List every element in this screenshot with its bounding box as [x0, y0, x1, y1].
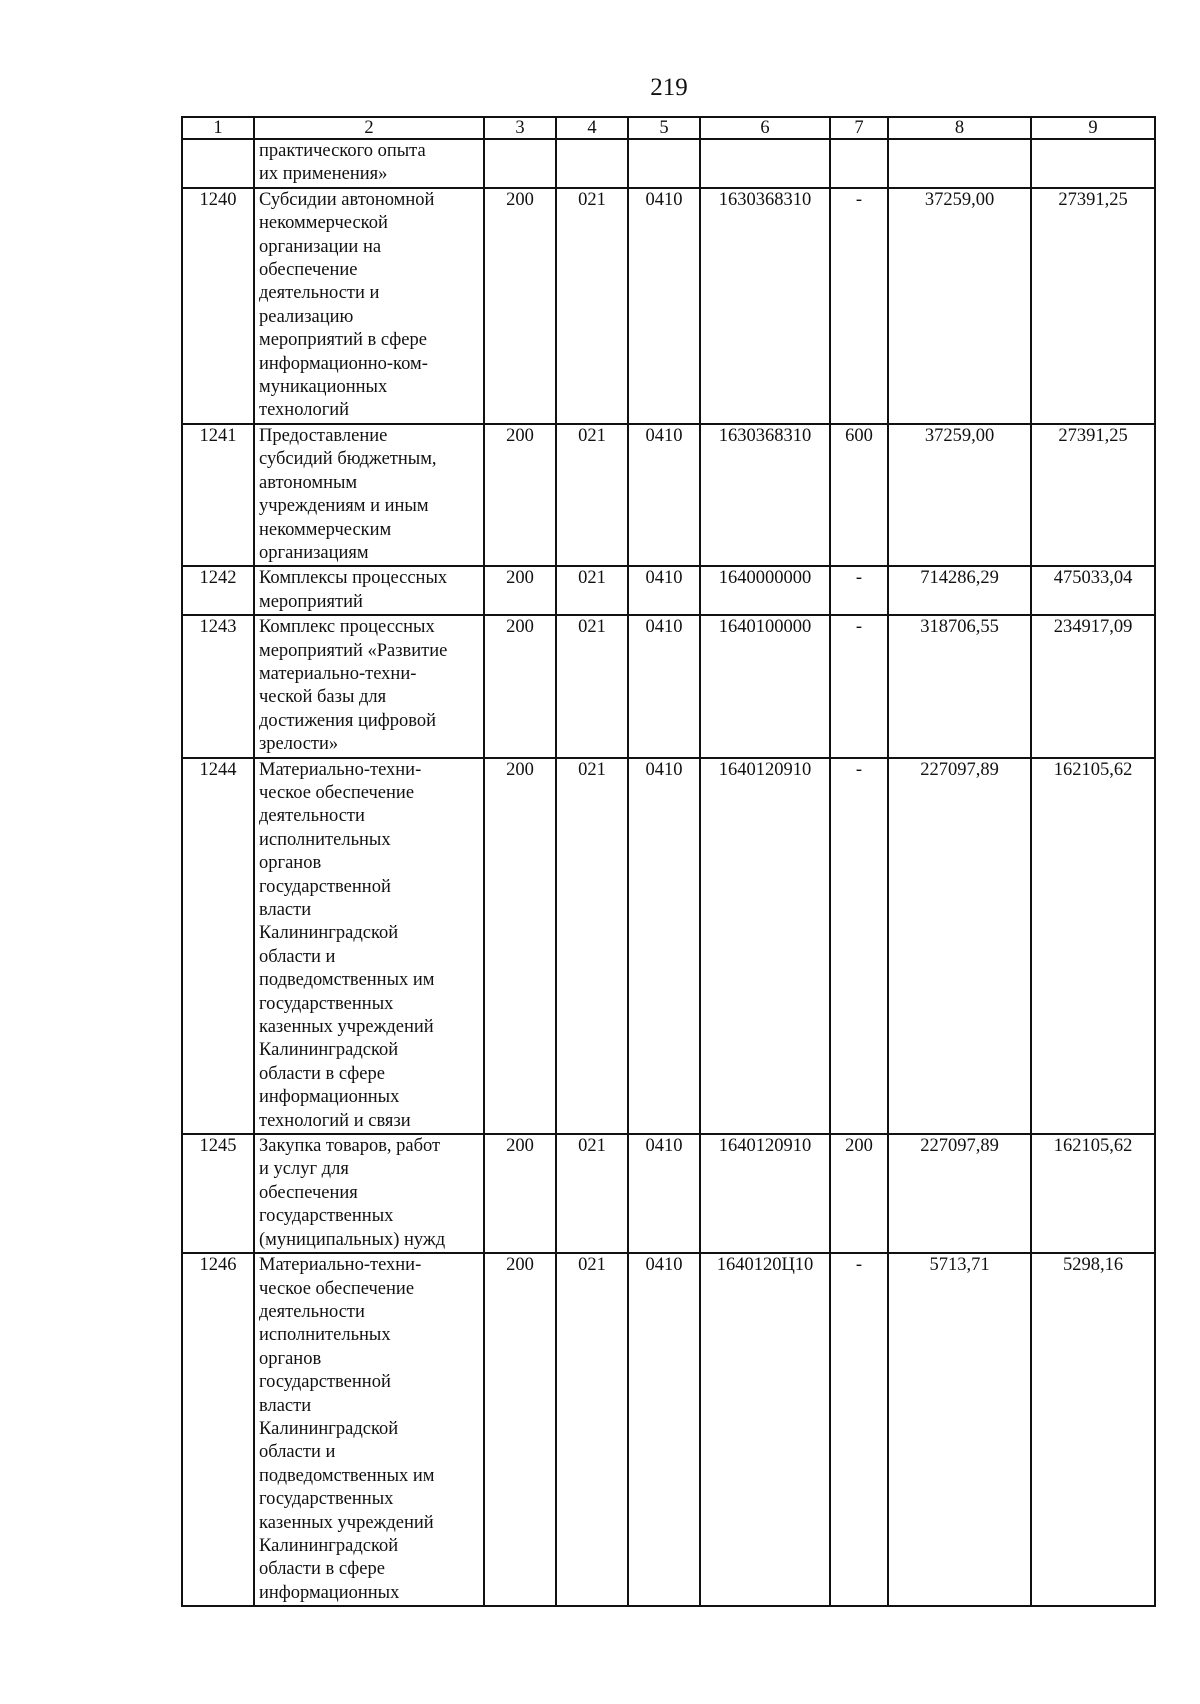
column-7-cell: -: [830, 758, 888, 1135]
budget-table: [181, 116, 1156, 1607]
column-number-4: 4: [556, 117, 628, 139]
column-8-amount-cell: 227097,89: [888, 758, 1031, 1135]
column-number-6: 6: [700, 117, 830, 139]
table-row: [182, 758, 1155, 1135]
column-5-cell: 0410: [628, 566, 700, 615]
column-9-amount-cell: 162105,62: [1031, 758, 1155, 1135]
column-5-cell: 0410: [628, 424, 700, 566]
column-9-amount-cell: 5298,16: [1031, 1253, 1155, 1606]
column-8-amount-cell: 5713,71: [888, 1253, 1031, 1606]
row-number-cell: [182, 139, 254, 188]
column-3-cell: 200: [484, 188, 556, 424]
column-9-amount-cell: 162105,62: [1031, 1134, 1155, 1253]
column-4-cell: 021: [556, 424, 628, 566]
description-cell: практического опыта их применения»: [254, 139, 484, 188]
column-3-cell: 200: [484, 566, 556, 615]
description-cell: Закупка товаров, работ и услуг для обеспечения государственных (муниципальных) нужд: [254, 1134, 484, 1253]
row-number-cell: 1244: [182, 758, 254, 1135]
column-7-cell: 200: [830, 1134, 888, 1253]
column-5-cell: 0410: [628, 758, 700, 1135]
description-cell: Материально-техни- ческое обеспечение деятельности исполнительных органов государственной власти Калининградской области и подведомственных им государственных казенных учреждений Калининградской области в сфере информационных: [254, 1253, 484, 1606]
column-6-cell: 1630368310: [700, 188, 830, 424]
table-body: [182, 117, 1155, 1606]
column-4-cell: 021: [556, 615, 628, 757]
column-number-1: 1: [182, 117, 254, 139]
row-number-cell: 1242: [182, 566, 254, 615]
column-3-cell: 200: [484, 1134, 556, 1253]
description-cell: Субсидии автономной некоммерческой организации на обеспечение деятельности и реализацию мероприятий в сфере информационно-ком- муникационных технологий: [254, 188, 484, 424]
column-number-2: 2: [254, 117, 484, 139]
table-row: [182, 188, 1155, 424]
row-number-cell: 1246: [182, 1253, 254, 1606]
column-5-cell: [628, 139, 700, 188]
column-6-cell: 1640100000: [700, 615, 830, 757]
column-4-cell: 021: [556, 566, 628, 615]
column-number-row: [182, 117, 1155, 139]
column-9-amount-cell: 475033,04: [1031, 566, 1155, 615]
table-row: [182, 424, 1155, 566]
table-row: [182, 1253, 1155, 1606]
column-5-cell: 0410: [628, 615, 700, 757]
description-cell: Предоставление субсидий бюджетным, автономным учреждениям и иным некоммерческим организациям: [254, 424, 484, 566]
column-4-cell: [556, 139, 628, 188]
column-8-amount-cell: 227097,89: [888, 1134, 1031, 1253]
column-3-cell: 200: [484, 615, 556, 757]
column-number-8: 8: [888, 117, 1031, 139]
column-6-cell: 1630368310: [700, 424, 830, 566]
column-4-cell: 021: [556, 758, 628, 1135]
column-6-cell: 1640120Ц10: [700, 1253, 830, 1606]
column-9-amount-cell: 27391,25: [1031, 188, 1155, 424]
column-number-5: 5: [628, 117, 700, 139]
column-3-cell: 200: [484, 424, 556, 566]
column-7-cell: [830, 139, 888, 188]
page-number: 219: [650, 74, 688, 101]
column-3-cell: 200: [484, 758, 556, 1135]
row-number-cell: 1240: [182, 188, 254, 424]
column-6-cell: 1640000000: [700, 566, 830, 615]
row-number-cell: 1241: [182, 424, 254, 566]
column-9-amount-cell: [1031, 139, 1155, 188]
column-6-cell: [700, 139, 830, 188]
column-8-amount-cell: [888, 139, 1031, 188]
column-7-cell: -: [830, 615, 888, 757]
column-6-cell: 1640120910: [700, 758, 830, 1135]
column-7-cell: -: [830, 1253, 888, 1606]
row-number-cell: 1243: [182, 615, 254, 757]
column-8-amount-cell: 37259,00: [888, 188, 1031, 424]
column-3-cell: [484, 139, 556, 188]
column-8-amount-cell: 318706,55: [888, 615, 1031, 757]
table-row: [182, 615, 1155, 757]
column-4-cell: 021: [556, 188, 628, 424]
column-number-7: 7: [830, 117, 888, 139]
description-cell: Комплексы процессных мероприятий: [254, 566, 484, 615]
description-cell: Материально-техни- ческое обеспечение деятельности исполнительных органов государственной власти Калининградской области и подведомственных им государственных казенных учреждений Калининградской области в сфере информационных технологий и связи: [254, 758, 484, 1135]
column-5-cell: 0410: [628, 1253, 700, 1606]
table-row: [182, 139, 1155, 188]
column-8-amount-cell: 37259,00: [888, 424, 1031, 566]
column-9-amount-cell: 234917,09: [1031, 615, 1155, 757]
column-4-cell: 021: [556, 1134, 628, 1253]
column-7-cell: -: [830, 188, 888, 424]
column-7-cell: 600: [830, 424, 888, 566]
column-4-cell: 021: [556, 1253, 628, 1606]
column-number-9: 9: [1031, 117, 1155, 139]
column-5-cell: 0410: [628, 1134, 700, 1253]
table-row: [182, 566, 1155, 615]
description-cell: Комплекс процессных мероприятий «Развитие материально-техни- ческой базы для достижения цифровой зрелости»: [254, 615, 484, 757]
column-8-amount-cell: 714286,29: [888, 566, 1031, 615]
column-6-cell: 1640120910: [700, 1134, 830, 1253]
row-number-cell: 1245: [182, 1134, 254, 1253]
column-9-amount-cell: 27391,25: [1031, 424, 1155, 566]
column-3-cell: 200: [484, 1253, 556, 1606]
column-5-cell: 0410: [628, 188, 700, 424]
column-7-cell: -: [830, 566, 888, 615]
column-number-3: 3: [484, 117, 556, 139]
table-row: [182, 1134, 1155, 1253]
